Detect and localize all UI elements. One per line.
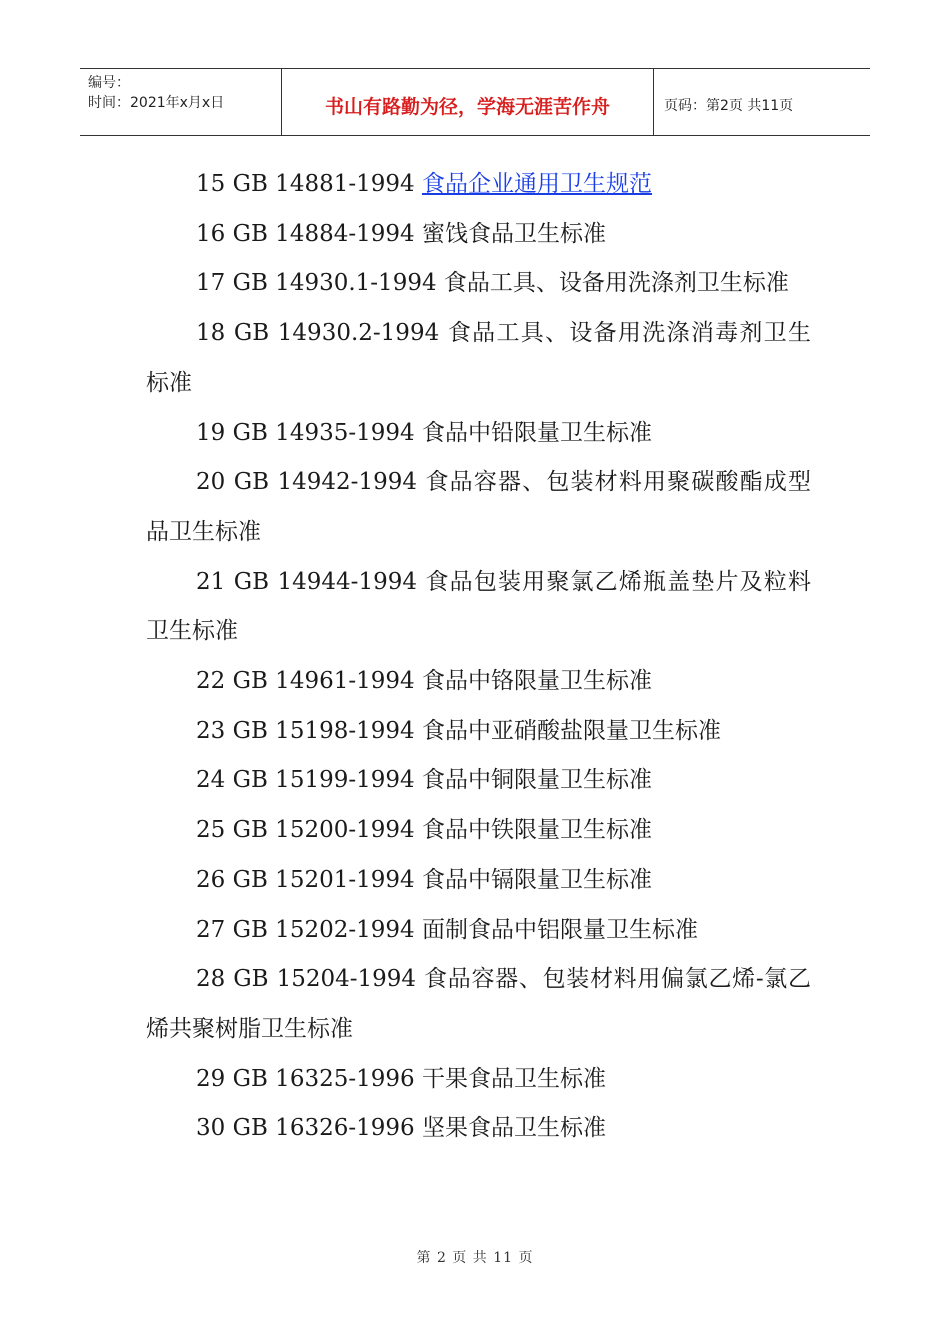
standard-number: 16 [196,220,226,247]
page-footer: 第 2 页 共 11 页 [416,1250,534,1266]
standard-number: 21 [196,568,226,595]
header-time-label: 时间：2021年x月x日 [88,95,225,111]
standard-code: GB 14944-1994 [233,568,417,595]
standard-title: 食品中镉限量卫生标准 [421,866,652,893]
standard-number: 29 [196,1065,226,1092]
standard-title: 食品中铜限量卫生标准 [421,767,652,794]
standard-code: GB 16326-1996 [232,1115,415,1142]
standard-title: 食品中铅限量卫生标准 [421,419,652,446]
standard-item [146,1055,811,1105]
standard-code: GB 15199-1994 [232,767,415,794]
standard-code: GB 15204-1994 [233,966,417,993]
standard-title: 坚果食品卫生标准 [421,1115,606,1142]
standard-number: 22 [196,668,226,695]
standard-number: 25 [196,817,226,844]
standard-title: 面制食品中铝限量卫生标准 [421,916,698,943]
standard-code: GB 14935-1994 [232,419,415,446]
standards-list [146,160,811,1154]
standard-item [146,657,811,707]
standard-title: 食品中铬限量卫生标准 [421,668,652,695]
standard-code: GB 14942-1994 [233,469,417,496]
standard-item [146,558,811,657]
standard-title: 蜜饯食品卫生标准 [421,220,606,247]
standard-number: 23 [196,717,226,744]
standard-title: 食品工具、设备用洗涤消毒剂卫生标准 [146,320,812,396]
standard-item [146,756,811,806]
standard-number: 27 [196,916,226,943]
standard-code: GB 15198-1994 [232,717,415,744]
standard-code: GB 15200-1994 [232,817,415,844]
standard-item [146,806,811,856]
standard-number: 26 [196,866,226,893]
standard-title: 食品容器、包装材料用聚碳酸酯成型品卫生标准 [146,469,812,545]
standard-item [146,160,811,210]
standard-title: 食品容器、包装材料用偏氯乙烯-氯乙烯共聚树脂卫生标准 [146,966,812,1042]
standard-title: 食品中铁限量卫生标准 [421,817,652,844]
standard-code: GB 16325-1996 [232,1065,415,1092]
standard-item [146,707,811,757]
standard-code: GB 14930.2-1994 [233,320,440,347]
standard-code: GB 15202-1994 [232,916,415,943]
standard-item [146,1104,811,1154]
standard-title: 食品包装用聚氯乙烯瓶盖垫片及粒料卫生标准 [146,568,812,645]
standard-number: 18 [196,320,226,347]
standard-number: 30 [196,1115,226,1142]
standard-number: 19 [196,419,226,446]
standard-title-link[interactable]: 食品企业通用卫生规范 [421,171,652,197]
standard-title: 干果食品卫生标准 [421,1065,606,1092]
page-header [80,68,870,136]
standard-number: 17 [196,270,226,297]
header-meta [80,69,282,135]
standard-item [146,210,811,260]
standard-item [146,856,811,906]
standard-item [146,955,811,1054]
standard-number: 20 [196,469,226,496]
standard-number: 15 [196,171,226,197]
standard-code: GB 14961-1994 [232,668,415,695]
standard-item [146,906,811,956]
standard-code: GB 14884-1994 [232,220,415,247]
header-page-info: 页码：第2页 共11页 [664,98,794,114]
header-motto: 书山有路勤为径，学海无涯苦作舟 [282,69,654,135]
standard-code: GB 14881-1994 [232,171,415,197]
standard-number: 28 [196,966,226,993]
standard-item [146,309,811,408]
standard-item [146,458,811,557]
standard-item [146,259,811,309]
header-number-label: 编号： [88,75,130,91]
standard-item [146,409,811,459]
standard-code: GB 15201-1994 [232,866,415,893]
standard-title: 食品工具、设备用洗涤剂卫生标准 [443,270,789,297]
standard-code: GB 14930.1-1994 [232,270,437,297]
standard-number: 24 [196,767,226,794]
standard-title: 食品中亚硝酸盐限量卫生标准 [421,717,721,744]
